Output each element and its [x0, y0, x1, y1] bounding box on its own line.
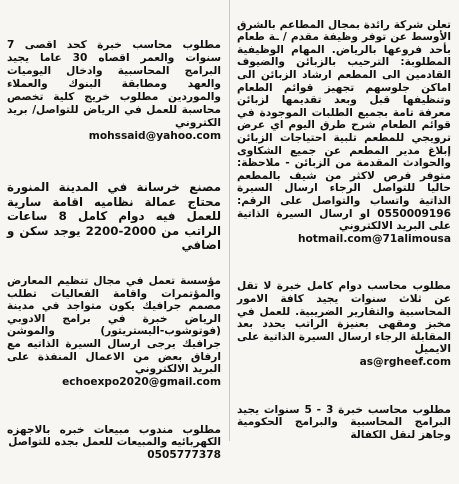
classifieds-column-right [233, 0, 457, 452]
classified-ad-graphic-designer [7, 262, 221, 401]
ad-text: مطلوب محاسب خبرة كحد اقصى 7 سنوات والعمر اقصاه 30 عاما يجيد البرامج المحاسبية وادخال اليوميات والعهد ومطابقة البنوك والعملاء والموردين مطلوب خريج كلية تخصص محاسبة للعمل في الرياض للتواصل/ بريد الكتروني [7, 39, 221, 129]
classifieds-column-left [3, 0, 225, 484]
ad-text: تعلن شركة رائدة بمجال المطاعم بالشرق الأوسط عن توفر وظيفة مقدم / ـة طعام بأحد فروعها بالرياض. المهام الوظيفية المطلوبة: الترحيب بالزبائن والضيوف القادمين الى المطعم ارشاد الزبائن الى اماكن جلوسهم تجهيز قوائم الطعام وتنظيفها قبل وبعد تقديمها لزبائن معرفة تامة بجميع الطلبات الموجودة في قوائم الطعام شرح طرق اليوم اي عرض ترويجي للمطعم تلبية احتياجات الزبائن إبلاغ مدير المطعم عن جميع الشكاوى والحوادث المقدمة من الزبائن - ملاحظة: متوفر فرص لاكثر من شيف بالمطعم حاليا للتواصل الرجاء ارسال السيرة الذاتية واتساب والتواصل على الرقم: 0550009196 او ارسال السيرة الذاتية على البريد الالكتروني [237, 18, 451, 233]
classified-ad-accountant-3-5-years [237, 391, 451, 441]
column-divider [229, 0, 230, 441]
ad-text: مصنع خرسانة في المدينة المنورة محتاج عمالة نظاميه اقامة سارية للعمل فيه دوام كامل 8 ساعات الراتب من 2000-2200 يوجد سكن و اضافي [7, 180, 221, 253]
ad-text: مؤسسة تعمل في مجال تنظيم المعارض والمؤتمرات واقامة الفعاليات تطلب مصمم جرافيك يكون متواجد في مدينة الرياض خبرة في برامج الادوبي (فوتوشوب-اليستريتور) والموشن جرافيك يرجى ارسال السيرة الذاتيه مع ارفاق بعض من الاعمال المنفذة على البريد الالكتروني [7, 275, 221, 376]
ad-text: مطلوب محاسب دوام كامل خبرة لا تقل عن ثلاث سنوات يجيد كافة الامور المحاسبية والتقارير الضريبية. للعمل في مخبز ومقهى بعنيزة الراتب يحدد بعد المقابلة الرجاء ارسال السيرة الذاتية على الايميل [237, 280, 451, 356]
ad-contact-email[interactable]: as@rgheef.com [359, 356, 451, 369]
classified-ad-accountant-unaizah [237, 268, 451, 381]
classified-ad-accountant-riyadh [7, 26, 221, 156]
classified-ad-concrete-factory [7, 166, 221, 252]
ad-contact-phone[interactable]: 0505777378 [147, 448, 221, 461]
ad-text: مطلوب محاسب خبرة 3 - 5 سنوات يجيد البرامج المحاسبية والبرامج الحكومية وجاهز لنقل الكفالة [237, 403, 451, 441]
ad-contact-email[interactable]: hotmail.com@71alimousa [297, 232, 451, 245]
ad-contact-email[interactable]: mohssaid@yahoo.com [88, 130, 221, 142]
classified-ad-restaurant-server [237, 6, 451, 258]
classified-ad-sales-representative [7, 411, 221, 474]
ad-contact-email[interactable]: echoexpo2020@gmail.com [62, 375, 221, 388]
ad-text: مطلوب مندوب مبيعات خبره بالاجهزه الكهربائيه والمبيعات للعمل بجده للتواصل [7, 423, 221, 449]
